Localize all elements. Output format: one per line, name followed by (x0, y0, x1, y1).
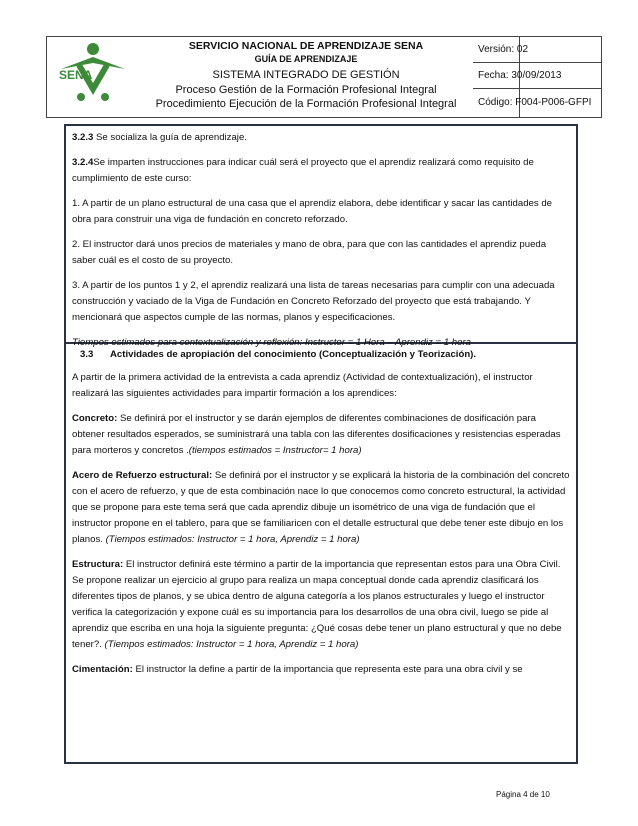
section-number: 3.3 (80, 349, 94, 360)
concreto-paragraph (72, 411, 570, 459)
paragraph-point-2: 2. El instructor dará unos precios de materiales y mano de obra, para que con las cantidades el aprendiz pueda saber cuál es el costo de su proyecto. (72, 239, 547, 266)
logo-text: SENA (59, 68, 93, 82)
term-time: (Tiempos estimados: Instructor = 1 hora, Aprendiz = 1 hora) (105, 534, 360, 545)
intro-paragraph: A partir de la primera actividad de la entrevista a cada aprendiz (Actividad de contextualización), el instructor realizará las siguientes actividades para impartir formación a los aprendices: (72, 372, 533, 399)
acero-paragraph (72, 468, 570, 548)
version-cell: Versión: 02 (473, 37, 601, 63)
section-3-3-heading (80, 347, 570, 363)
section-title: Actividades de apropiación del conocimiento (Conceptualización y Teorización). (110, 349, 477, 360)
date-cell: Fecha: 30/09/2013 (473, 63, 601, 89)
paragraph-3-2-3 (72, 130, 570, 146)
estimated-times: Tiempos estimados para contextualización y reflexión: Instructor = 1 Hora – Aprendiz = 1 hora (72, 337, 471, 348)
paragraph-point-3: 3. A partir de los puntos 1 y 2, el aprendiz realizará una lista de tareas necesarias para cumplir con una adecuada construcción y vaciado de la Viga de Fundación en Concreto Reforzado del proyecto que está trabajando. Y mencionará que aspectos cumple de las normas, planos y especificaciones. (72, 280, 555, 323)
document-header (46, 36, 602, 118)
term-label: Acero de Refuerzo estructural: (72, 470, 213, 481)
doc-type: GUÍA DE APRENDIZAJE (254, 54, 358, 64)
cimentacion-paragraph (72, 662, 570, 678)
system-name: SISTEMA INTEGRADO DE GESTIÓN (212, 69, 400, 81)
process-name: Proceso Gestión de la Formación Profesional Integral (175, 84, 437, 96)
section-3-2-box (64, 124, 578, 348)
paragraph-point-1: 1. A partir de un plano estructural de una casa que el aprendiz elabora, debe identificar y sacar las cantidades de obra para construir una viga de fundación en concreto reforzado. (72, 198, 552, 225)
term-time: (Tiempos estimados: Instructor = 1 hora, Aprendiz = 1 hora) (104, 639, 359, 650)
header-meta (473, 37, 601, 117)
item-text: Se imparten instrucciones para indicar cuál será el proyecto que el aprendiz realizará como requisito de cumplimiento de este curso: (72, 157, 534, 184)
term-text: El instructor la define a partir de la importancia que representa este para una obra civil y se (132, 664, 523, 675)
org-name: SERVICIO NACIONAL DE APRENDIZAJE SENA (188, 40, 424, 52)
item-text: Se socializa la guía de aprendizaje. (93, 132, 247, 143)
procedure-name: Procedimiento Ejecución de la Formación Profesional Integral (155, 98, 457, 110)
term-label: Concreto: (72, 413, 118, 424)
term-text: Se definirá por el instructor y se darán ejemplos de diferentes combinaciones de dosificación para obtener resultados esperados, se suministrará una tabla con las diferentes dosificaciones y resistencias esperadas para morteros y concretos . (72, 413, 561, 456)
term-text: Se definirá por el instructor y se explicará la historia de la combinación del concreto con el acero de refuerzo, y que de esta combinación nace lo que conocemos como concreto estructural, la actividad que se propone para este tema será que cada aprendiz dibuje un isométrico de una viga de fundación que el instructor propone en el tablero, para que se familiaricen con el detalle estructural que debe tener este dibujo en los planos. (72, 470, 570, 545)
paragraph-3-2-4 (72, 155, 570, 187)
page-number: Página 4 de 10 (496, 790, 550, 799)
term-time: (tiempos estimados = Instructor= 1 hora) (188, 445, 362, 456)
item-number: 3.2.4 (72, 157, 94, 168)
section-3-3-box (64, 344, 578, 764)
term-text: El instructor definirá este término a partir de la importancia que representan estos para una Obra Civil. Se propone realizar un ejercicio al grupo para realiza un mapa conceptual donde cada aprendiz clasificará los diferentes tipos de planos, y se ubica dentro de alguna categoría a los planos estructurales y luego el instructor verifica la categorización y expone cuál es su importancia para los desarrollos de una obra civil, luego se pide al aprendiz que escriba en una hoja la siguiente pregunta: ¿Qué cosas debe tener un plano estructural y que no debe tener?. (72, 559, 562, 650)
estructura-paragraph (72, 557, 570, 653)
header-title-block (93, 37, 520, 117)
item-number: 3.2.3 (72, 132, 94, 143)
code-cell: Código: F004-P006-GFPI (478, 97, 592, 108)
term-label: Estructura: (72, 559, 124, 570)
term-label: Cimentación: (72, 664, 133, 675)
